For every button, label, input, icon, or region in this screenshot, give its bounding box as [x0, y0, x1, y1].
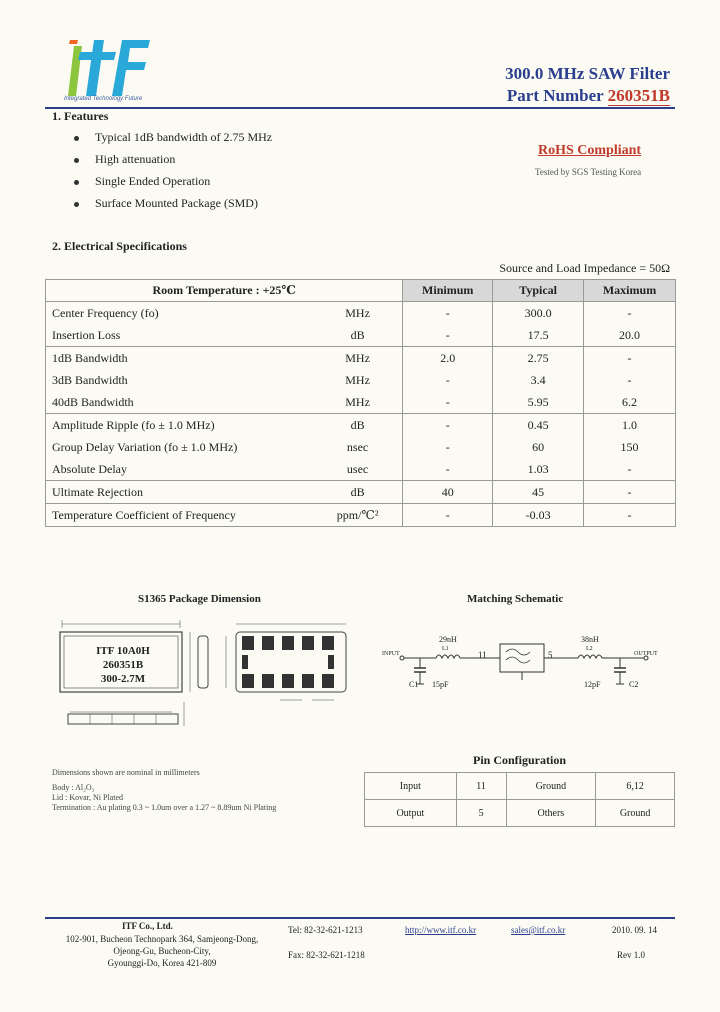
table-row: Ultimate Rejection dB 40 45 - [46, 481, 676, 504]
c2-name: C2 [629, 680, 639, 689]
footer-company: ITF Co., Ltd. [122, 921, 173, 931]
features-heading: 1. Features [52, 109, 109, 123]
part-number-line [507, 86, 670, 106]
table-row: Center Frequency (fo) MHz - 300.0 - [46, 302, 676, 325]
marking-line: 300-2.7M [100, 673, 146, 685]
package-note: Termination : Au plating 0.3 ~ 1.0um over a 1.27 ~ 8.89um Ni Plating [52, 803, 277, 812]
table-row: 40dB Bandwidth MHz - 5.95 6.2 [46, 391, 676, 414]
input-label: INPUT [382, 651, 400, 657]
matching-schematic [378, 630, 670, 710]
table-row: Insertion Loss dB - 17.5 20.0 [46, 324, 676, 347]
feature-item: Surface Mounted Package (SMD) [74, 196, 258, 211]
part-number-label: Part Number [506, 86, 604, 105]
pin-caption: Pin Configuration [365, 748, 675, 773]
spec-header-typ: Typical [493, 280, 584, 302]
footer-email-link[interactable]: sales@itf.co.kr [511, 925, 566, 935]
part-number-value: 260351B [607, 86, 670, 105]
marking-line: 260351B [102, 659, 144, 671]
l2-value: 38nH [581, 635, 599, 644]
table-row: Input 11 Ground 6,12 [365, 773, 675, 800]
electrical-spec-table [45, 279, 676, 527]
output-label: OUTPUT [634, 651, 658, 657]
bullet-icon [74, 136, 79, 141]
package-note: Body : Al₂O₃ [52, 783, 95, 792]
feature-item: High attenuation [74, 152, 175, 167]
footer-website-link[interactable]: http://www.itf.co.kr [405, 925, 477, 935]
rohs-compliant-label: RoHS Compliant [538, 143, 642, 158]
footer-address: 102-901, Bucheon Technopark 364, Samjeong-Dong, Ojeong-Gu, Bucheon-City, Gyounggi-Do, Korea 421-809 [65, 934, 259, 968]
table-row: Temperature Coefficient of Frequency ppm/℃² - -0.03 - [46, 504, 676, 527]
electrical-heading: 2. Electrical Specifications [52, 239, 187, 253]
footer-revision: Rev 1.0 [617, 950, 645, 960]
pin-out-label: 5 [548, 650, 553, 660]
schematic-caption: Matching Schematic [467, 593, 564, 605]
document-title: 300.0 MHz SAW Filter [505, 64, 670, 83]
footer-tel: Tel: 82-32-621-1213 [288, 925, 363, 935]
bullet-icon [74, 202, 79, 207]
table-row: Output 5 Others Ground [365, 800, 675, 827]
c1-value: 15pF [432, 680, 449, 689]
itf-logo [64, 38, 154, 98]
c2-value: 12pF [584, 680, 601, 689]
l2-name: L2 [586, 646, 593, 652]
logo-subtitle: Integrated Technology Future [64, 96, 143, 102]
l1-name: L1 [442, 646, 449, 652]
table-row: 3dB Bandwidth MHz - 3.4 - [46, 369, 676, 391]
pin-in-label: 11 [478, 650, 487, 660]
impedance-note: Source and Load Impedance = 50Ω [499, 261, 670, 275]
bullet-icon [74, 158, 79, 163]
rohs-tested-note: Tested by SGS Testing Korea [535, 167, 642, 177]
package-marking [68, 644, 178, 686]
package-note: Lid : Kovar, Ni Plated [52, 793, 123, 802]
bullet-icon [74, 180, 79, 185]
l1-value: 29nH [439, 635, 457, 644]
package-caption: S1365 Package Dimension [138, 593, 261, 605]
feature-item: Single Ended Operation [74, 174, 210, 189]
header-rule [45, 107, 675, 109]
footer-date: 2010. 09. 14 [612, 925, 657, 935]
spec-header-row [46, 280, 676, 302]
pin-configuration-table [364, 748, 675, 827]
feature-item: Typical 1dB bandwidth of 2.75 MHz [74, 130, 272, 145]
table-row: 1dB Bandwidth MHz 2.0 2.75 - [46, 347, 676, 370]
c1-name: C1 [409, 680, 419, 689]
table-row: Absolute Delay usec - 1.03 - [46, 458, 676, 481]
spec-header-max: Maximum [584, 280, 676, 302]
spec-header-condition: Room Temperature : +25℃ [46, 280, 403, 302]
spec-header-min: Minimum [403, 280, 493, 302]
footer-rule [45, 917, 675, 919]
table-row: Amplitude Ripple (fo ± 1.0 MHz) dB - 0.45 1.0 [46, 414, 676, 437]
footer-fax: Fax: 82-32-621-1218 [288, 950, 365, 960]
table-row: Group Delay Variation (fo ± 1.0 MHz) nsec - 60 150 [46, 436, 676, 458]
marking-line: ITF 10A0H [96, 645, 150, 657]
package-note: Dimensions shown are nominal in millimeters [52, 768, 200, 777]
